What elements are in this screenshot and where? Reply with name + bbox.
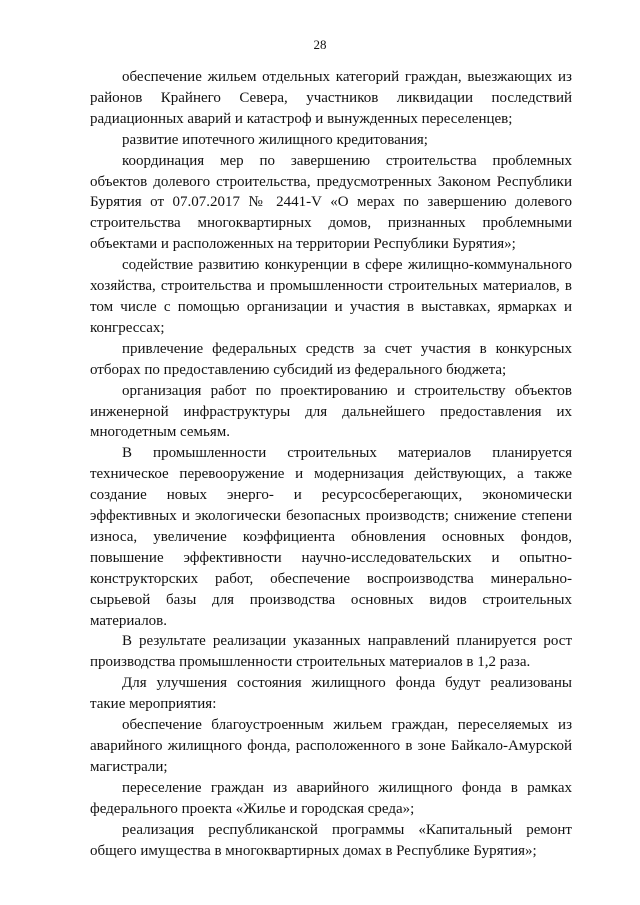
paragraph: Для улучшения состояния жилищного фонда будут реализованы такие мероприятия: — [90, 675, 572, 713]
paragraph: координация мер по завершению строительства проблемных объектов долевого строительства, предусмотренных Законом Республики Бурятия от 07.07.2017 № 2441-V «О мерах по завершению долевого строительства многоквартирных домов, признанных проблемными объектами и расположенных на территории Республики Бурятия»; — [90, 152, 572, 253]
paragraph: обеспечение жильем отдельных категорий граждан, выезжающих из районов Крайнего Севера, участников ликвидации последствий радиационных аварий и катастроф и вынужденных переселенцев; — [90, 69, 572, 127]
paragraph: организация работ по проектированию и строительству объектов инженерной инфраструктуры для дальнейшего предоставления их многодетным семьям. — [90, 382, 572, 441]
paragraph: содействие развитию конкуренции в сфере жилищно-коммунального хозяйства, строительства и промышленности строительных материалов, в том числе с помощью организации и участия в выставках, ярмарках и конгрессах; — [90, 257, 572, 336]
paragraph: обеспечение благоустроенным жильем граждан, переселяемых из аварийного жилищного фонда, расположенного в зоне Байкало-Амурской магистрали; — [90, 717, 572, 775]
paragraph: В промышленности строительных материалов планируется техническое перевооружение и модернизация действующих, а также создание новых энерго- и ресурсосберегающих, экономически эффективных и экологически безопасных производств; снижение степени износа, увеличение коэффициента обновления основных фондов, повышение эффективности научно-исследовательских и опытно-конструкторских работ, обеспечение воспроизводства минерально-сырьевой базы для производства основных видов строительных материалов. — [90, 445, 572, 629]
page-number: 28 — [313, 37, 327, 52]
paragraph: развитие ипотечного жилищного кредитования; — [122, 131, 428, 148]
paragraph: В результате реализации указанных направлений планируется рост производства промышленности строительных материалов в 1,2 раза. — [90, 633, 572, 671]
paragraph: реализация республиканской программы «Капитальный ремонт общего имущества в многоквартирных домах в Республике Бурятия»; — [90, 821, 572, 859]
paragraph: привлечение федеральных средств за счет участия в конкурсных отборах по предоставлению субсидий из федерального бюджета; — [90, 340, 572, 378]
paragraph: переселение граждан из аварийного жилищного фонда в рамках федерального проекта «Жилье и городская среда»; — [90, 779, 572, 817]
document-body — [90, 67, 572, 861]
